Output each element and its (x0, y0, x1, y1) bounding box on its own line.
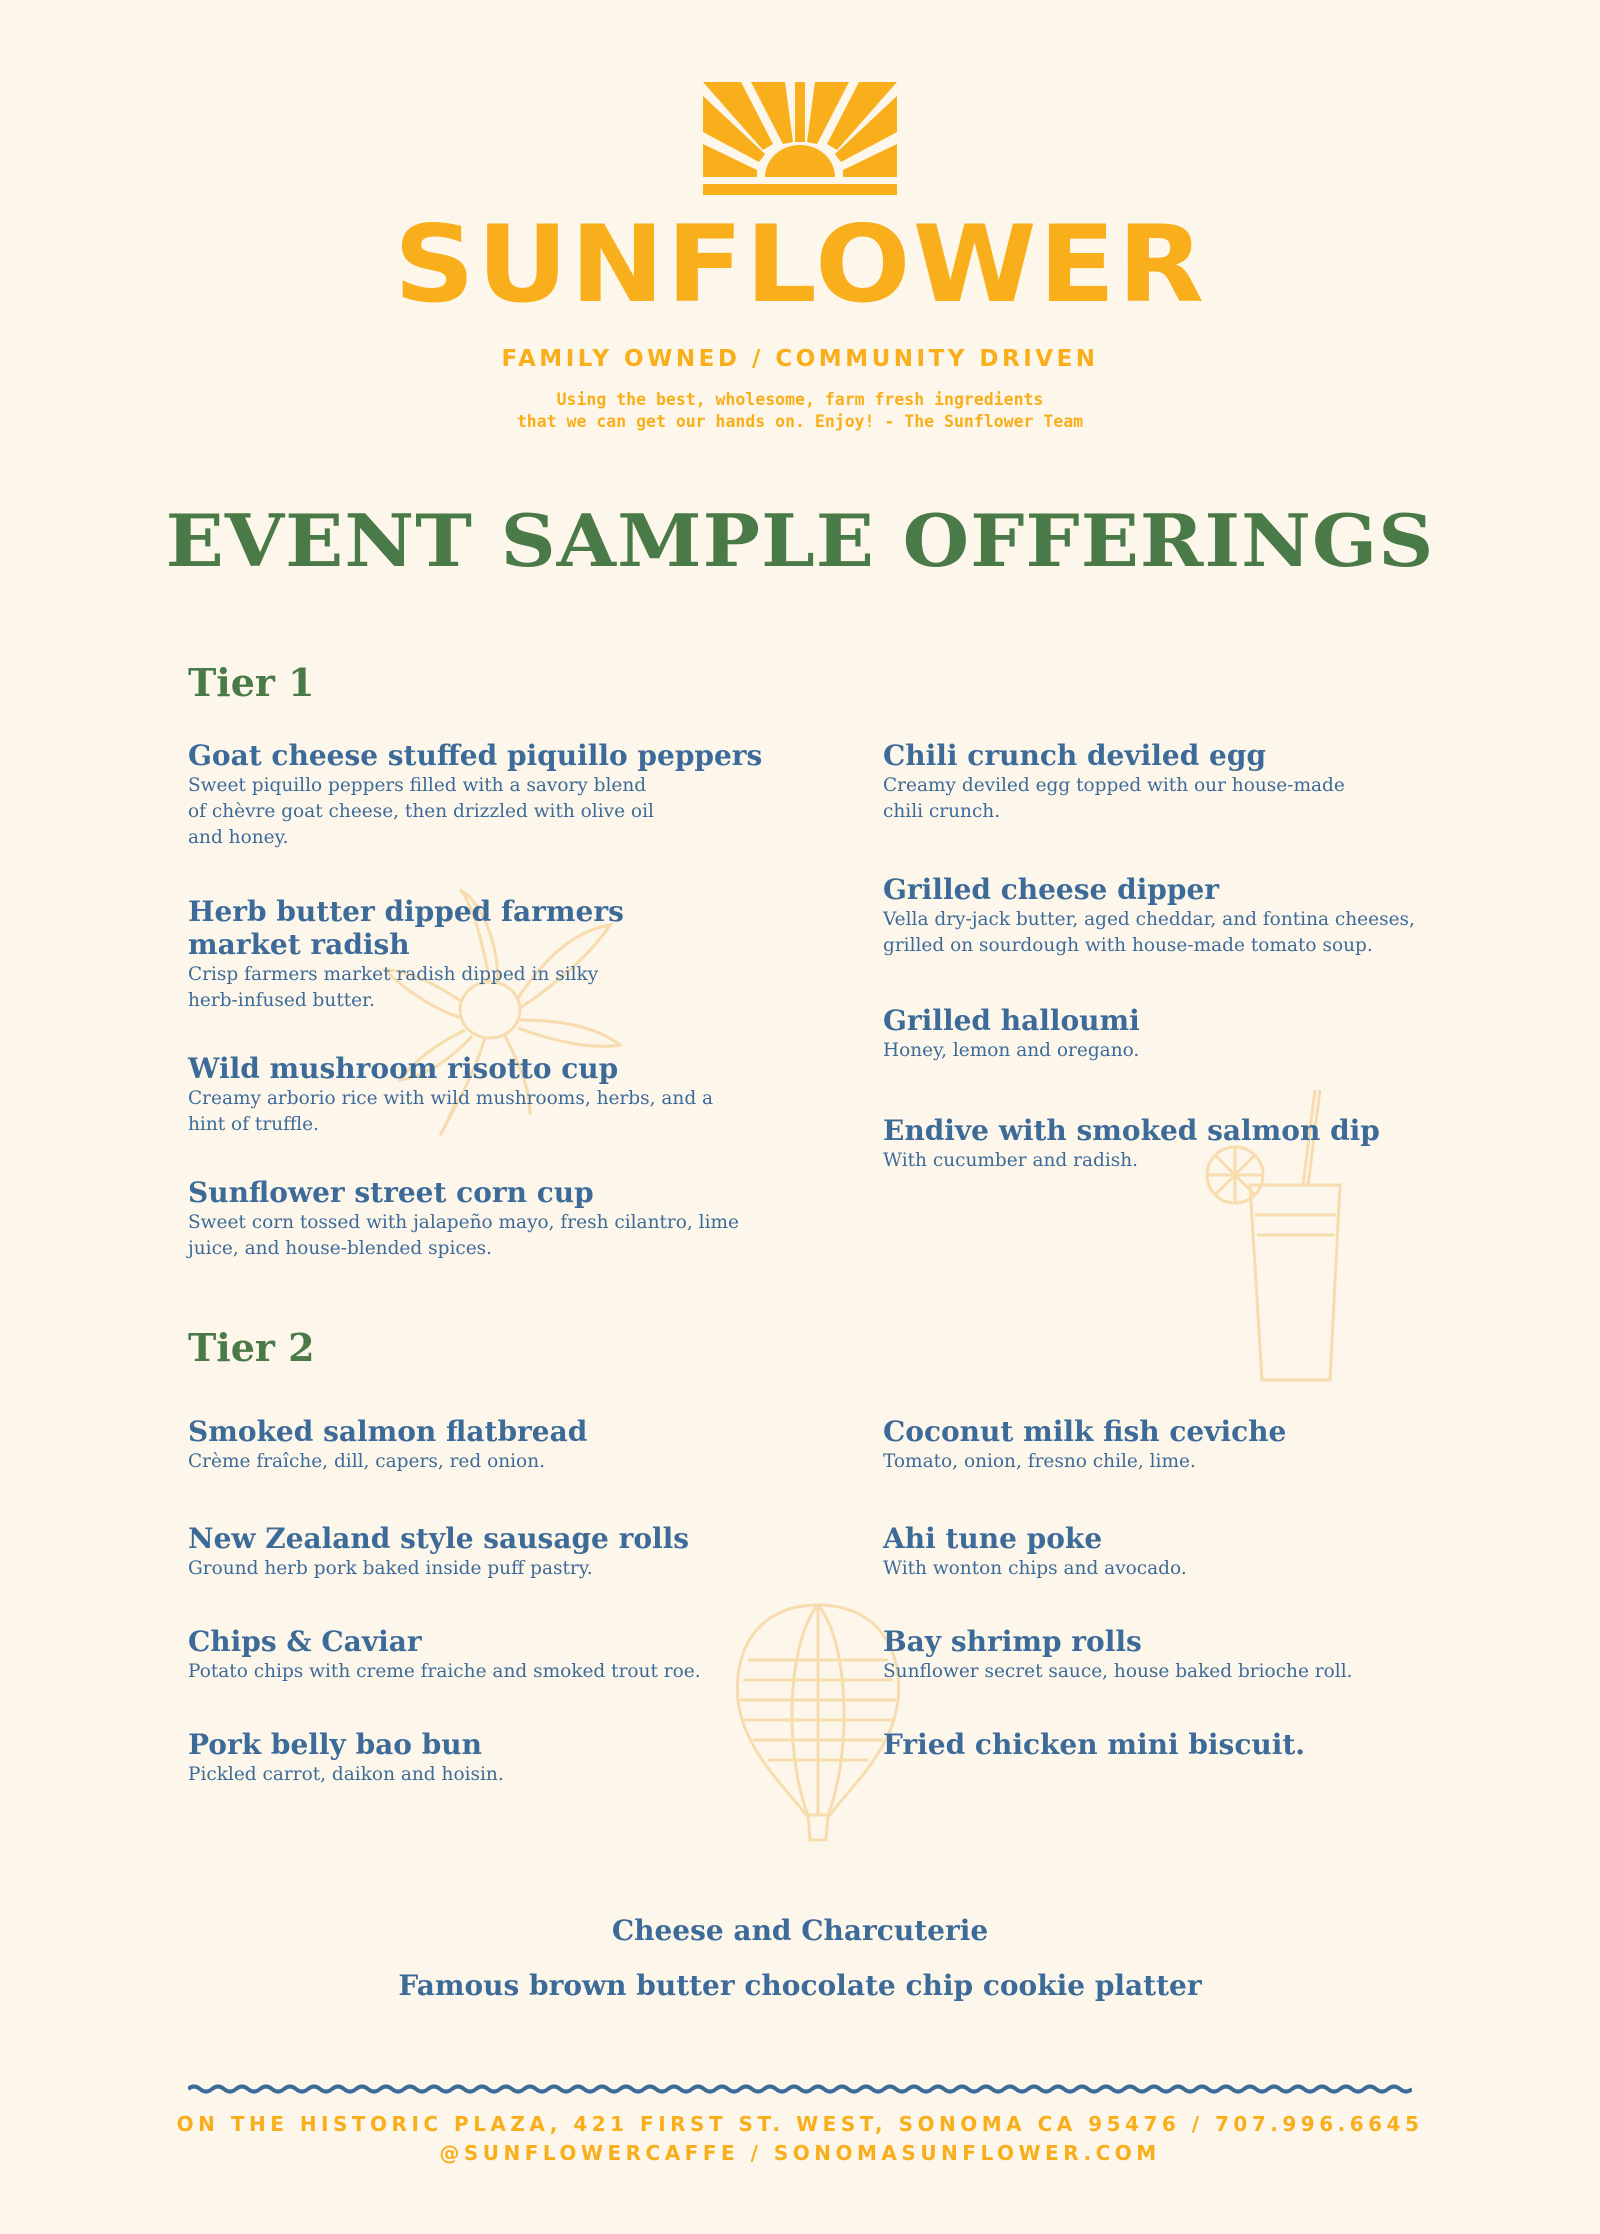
sun-logo-icon (703, 82, 897, 195)
item-description: Sweet piquillo peppers filled with a savory blend of chèvre goat cheese, then drizzled with olive oil and honey. (188, 775, 654, 848)
menu-item (188, 739, 788, 851)
item-name: Endive with smoked salmon dip (883, 1114, 1380, 1147)
menu-item (883, 1004, 1453, 1064)
item-name: Fried chicken mini biscuit. (883, 1728, 1306, 1761)
page-title: EVENT SAMPLE OFFERINGS (165, 498, 1435, 583)
item-description: Sunflower secret sauce, house baked brioche roll. (883, 1661, 1353, 1682)
item-description: Creamy arborio rice with wild mushrooms, herbs, and a hint of truffle. (188, 1088, 714, 1135)
menu-item (188, 1176, 788, 1262)
tagline: FAMILY OWNED / COMMUNITY DRIVEN (501, 346, 1099, 372)
menu-item (883, 1114, 1453, 1174)
wave-divider-icon (188, 2080, 1412, 2098)
menu-item (883, 1728, 1453, 1761)
menu-item (883, 1415, 1453, 1475)
item-name: New Zealand style sausage rolls (188, 1522, 690, 1555)
tier-2-heading: Tier 2 (188, 1325, 315, 1370)
menu-item (188, 1522, 788, 1582)
item-description: Creamy deviled egg topped with our house-made chili crunch. (883, 775, 1345, 822)
footer-social: @SUNFLOWERCAFFE / SONOMASUNFLOWER.COM (439, 2141, 1161, 2165)
item-description: Crème fraîche, dill, capers, red onion. (188, 1451, 545, 1472)
item-description: Ground herb pork baked inside puff pastry. (188, 1558, 593, 1579)
menu-item (188, 1625, 788, 1685)
menu-item (883, 1625, 1453, 1685)
tier-1-heading: Tier 1 (188, 660, 315, 705)
item-name: Sunflower street corn cup (188, 1176, 594, 1209)
item-description: Pickled carrot, daikon and hoisin. (188, 1764, 504, 1785)
extra-item-cookie-platter: Famous brown butter chocolate chip cookie platter (398, 1969, 1202, 2002)
item-description: Potato chips with creme fraiche and smoked trout roe. (188, 1661, 701, 1682)
brand-wordmark: SUNFLOWER (393, 203, 1207, 326)
intro-text (0, 389, 1600, 433)
item-name: Chips & Caviar (188, 1625, 422, 1658)
item-name: Coconut milk fish ceviche (883, 1415, 1287, 1448)
item-description: Honey, lemon and oregano. (883, 1040, 1140, 1061)
item-name: Herb butter dipped farmers market radish (188, 895, 624, 961)
item-name: Chili crunch deviled egg (883, 739, 1267, 772)
menu-item (188, 895, 788, 1014)
item-description: Tomato, onion, fresno chile, lime. (883, 1451, 1196, 1472)
item-description: With wonton chips and avocado. (883, 1558, 1187, 1579)
item-name: Grilled halloumi (883, 1004, 1140, 1037)
item-name: Smoked salmon flatbread (188, 1415, 588, 1448)
extra-item-charcuterie: Cheese and Charcuterie (611, 1914, 989, 1947)
menu-item (188, 1728, 788, 1788)
footer-address: ON THE HISTORIC PLAZA, 421 FIRST ST. WEST, SONOMA CA 95476 / 707.996.6645 (176, 2112, 1424, 2136)
item-description: Crisp farmers market radish dipped in silky herb-infused butter. (188, 964, 599, 1011)
item-description: Sweet corn tossed with jalapeño mayo, fresh cilantro, lime juice, and house-blended spices. (188, 1212, 739, 1259)
menu-item (883, 873, 1453, 959)
item-name: Wild mushroom risotto cup (188, 1052, 619, 1085)
menu-item (188, 1052, 788, 1138)
item-name: Bay shrimp rolls (883, 1625, 1142, 1658)
menu-item (188, 1415, 788, 1475)
intro-line-1: Using the best, wholesome, farm fresh ingredients (556, 390, 1044, 409)
menu-item (883, 739, 1453, 825)
item-description: With cucumber and radish. (883, 1150, 1139, 1171)
menu-item (883, 1522, 1453, 1582)
item-description: Vella dry-jack butter, aged cheddar, and fontina cheeses, grilled on sourdough with house-made tomato soup. (883, 909, 1415, 956)
item-name: Grilled cheese dipper (883, 873, 1220, 906)
item-name: Ahi tune poke (883, 1522, 1103, 1555)
item-name: Pork belly bao bun (188, 1728, 482, 1761)
intro-line-2: that we can get our hands on. Enjoy! - The Sunflower Team (516, 412, 1084, 431)
item-name: Goat cheese stuffed piquillo peppers (188, 739, 763, 772)
